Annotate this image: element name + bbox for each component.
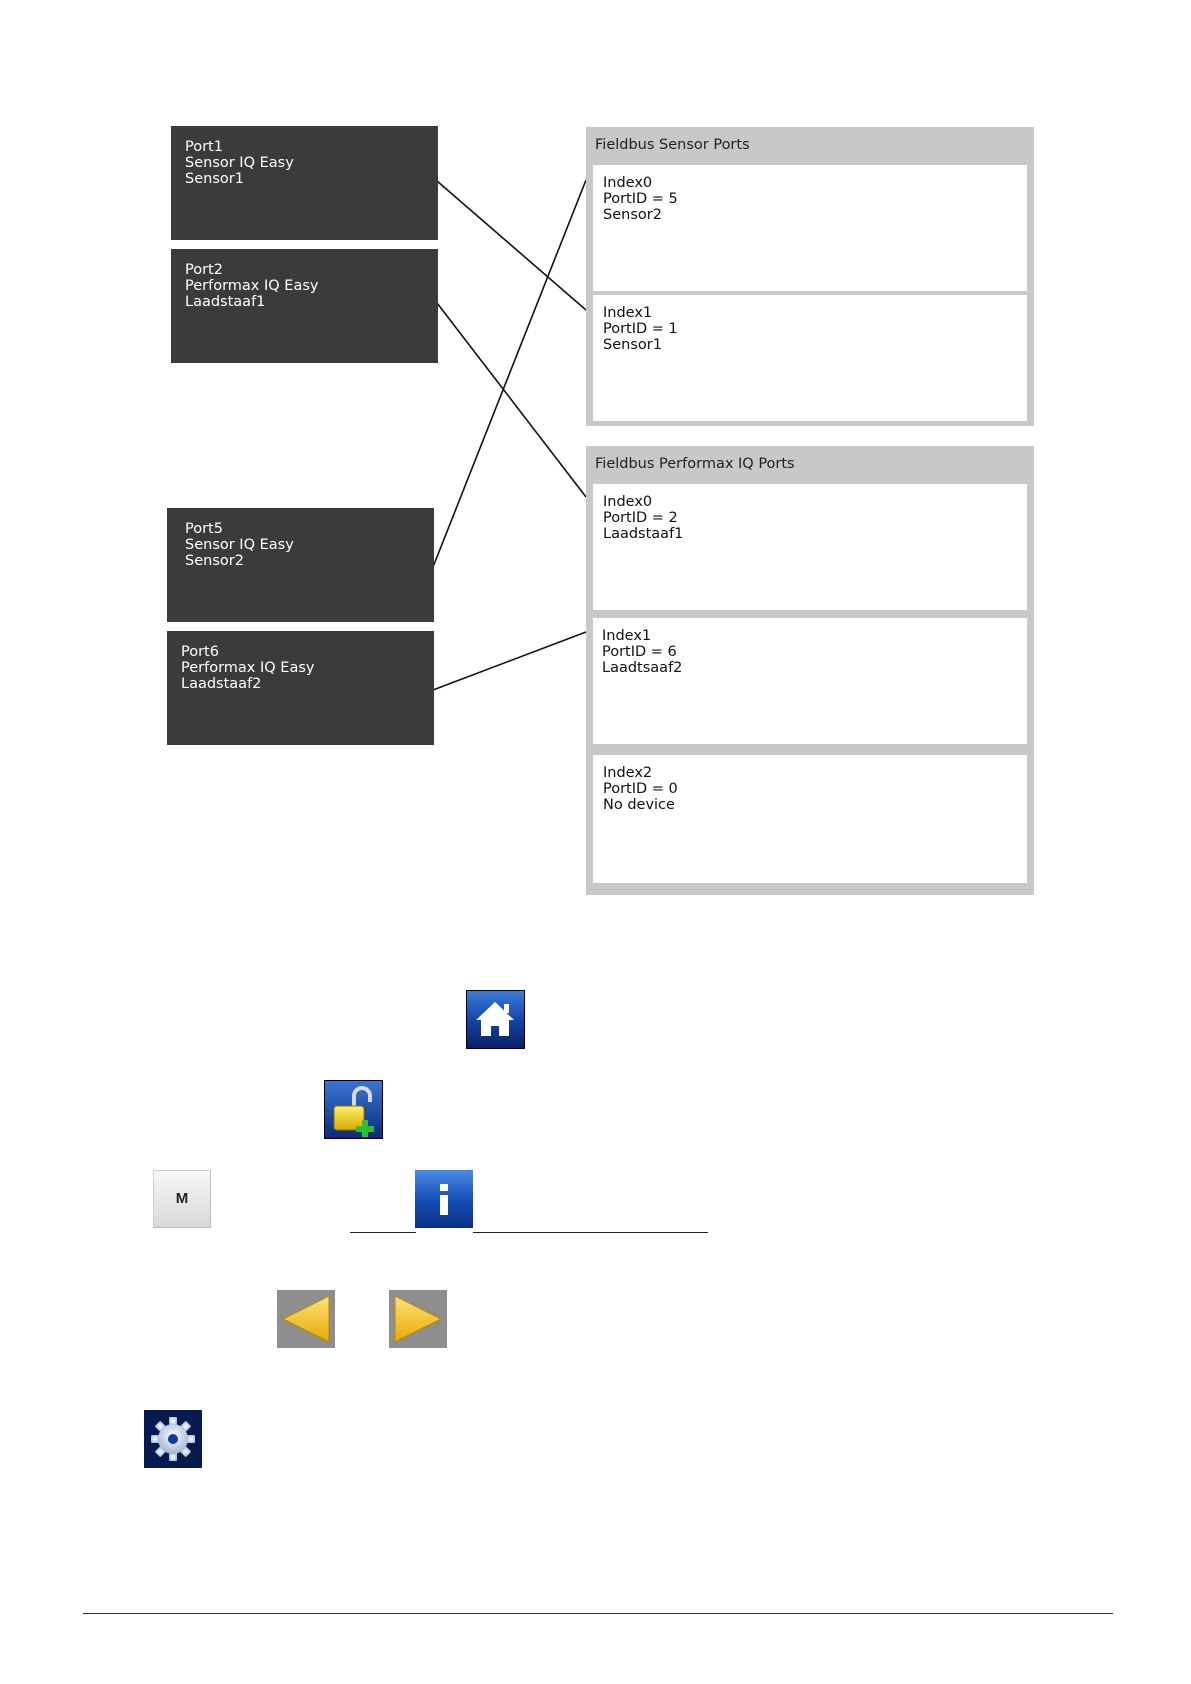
slot-device: Laadstaaf1	[603, 526, 684, 542]
port-device: Sensor1	[185, 171, 244, 187]
port-device: Laadstaaf2	[181, 676, 262, 692]
slot-device: Sensor2	[603, 207, 662, 223]
group-title: Fieldbus Sensor Ports	[595, 137, 750, 153]
connector-port1-sensor-index1	[437, 181, 586, 310]
slot-index: Index1	[602, 628, 652, 644]
port-label: Port1	[185, 139, 223, 155]
slot-device: Laadtsaaf2	[602, 660, 683, 676]
performax-slot-index0	[593, 484, 1027, 610]
slot-index: Index2	[603, 765, 653, 781]
info-button[interactable]	[415, 1170, 473, 1228]
fieldbus-sensor-ports-group	[586, 127, 1034, 426]
unlock-button[interactable]	[324, 1080, 383, 1139]
info-icon	[415, 1170, 473, 1228]
sensor-slot-index0	[593, 165, 1027, 291]
slot-portid: PortID = 2	[603, 510, 678, 526]
slot-index: Index0	[603, 175, 653, 191]
port-device: Sensor2	[185, 553, 244, 569]
group-title: Fieldbus Performax IQ Ports	[595, 456, 795, 472]
underline-right	[473, 1232, 708, 1233]
port-box-port6	[167, 631, 434, 745]
manual-mode-label: M	[175, 1190, 189, 1207]
next-button[interactable]	[389, 1290, 447, 1348]
manual-mode-button[interactable]	[153, 1170, 211, 1228]
gear-icon	[144, 1410, 202, 1468]
home-button[interactable]	[466, 990, 525, 1049]
footer-divider	[83, 1613, 1113, 1614]
home-icon	[466, 990, 525, 1049]
performax-slot-index1	[593, 618, 1027, 744]
port-label: Port2	[185, 262, 223, 278]
previous-button[interactable]	[277, 1290, 335, 1348]
connector-port6-performax-index1	[433, 632, 586, 690]
connector-port2-performax-index0	[437, 303, 586, 497]
connector-port5-sensor-index0	[433, 180, 586, 567]
port-box-port1	[171, 126, 438, 240]
slot-device: No device	[603, 797, 675, 813]
slot-index: Index0	[603, 494, 653, 510]
port-label: Port5	[185, 521, 223, 537]
slot-device: Sensor1	[603, 337, 662, 353]
slot-portid: PortID = 6	[602, 644, 677, 660]
port-label: Port6	[181, 644, 219, 660]
underline-left	[350, 1232, 416, 1233]
port-device: Laadstaaf1	[185, 294, 266, 310]
slot-index: Index1	[603, 305, 653, 321]
sensor-slot-index1	[593, 295, 1027, 421]
slot-portid: PortID = 0	[603, 781, 678, 797]
settings-button[interactable]	[144, 1410, 202, 1468]
port-type: Performax IQ Easy	[185, 278, 319, 294]
fieldbus-performax-ports-group	[586, 446, 1034, 895]
slot-portid: PortID = 5	[603, 191, 678, 207]
port-type: Performax IQ Easy	[181, 660, 315, 676]
performax-slot-index2	[593, 755, 1027, 883]
port-type: Sensor IQ Easy	[185, 537, 294, 553]
port-box-port5	[167, 508, 434, 622]
port-box-port2	[171, 249, 438, 363]
port-type: Sensor IQ Easy	[185, 155, 294, 171]
slot-portid: PortID = 1	[603, 321, 678, 337]
arrow-left-icon	[277, 1290, 335, 1348]
arrow-right-icon	[389, 1290, 447, 1348]
unlock-icon	[324, 1080, 383, 1139]
